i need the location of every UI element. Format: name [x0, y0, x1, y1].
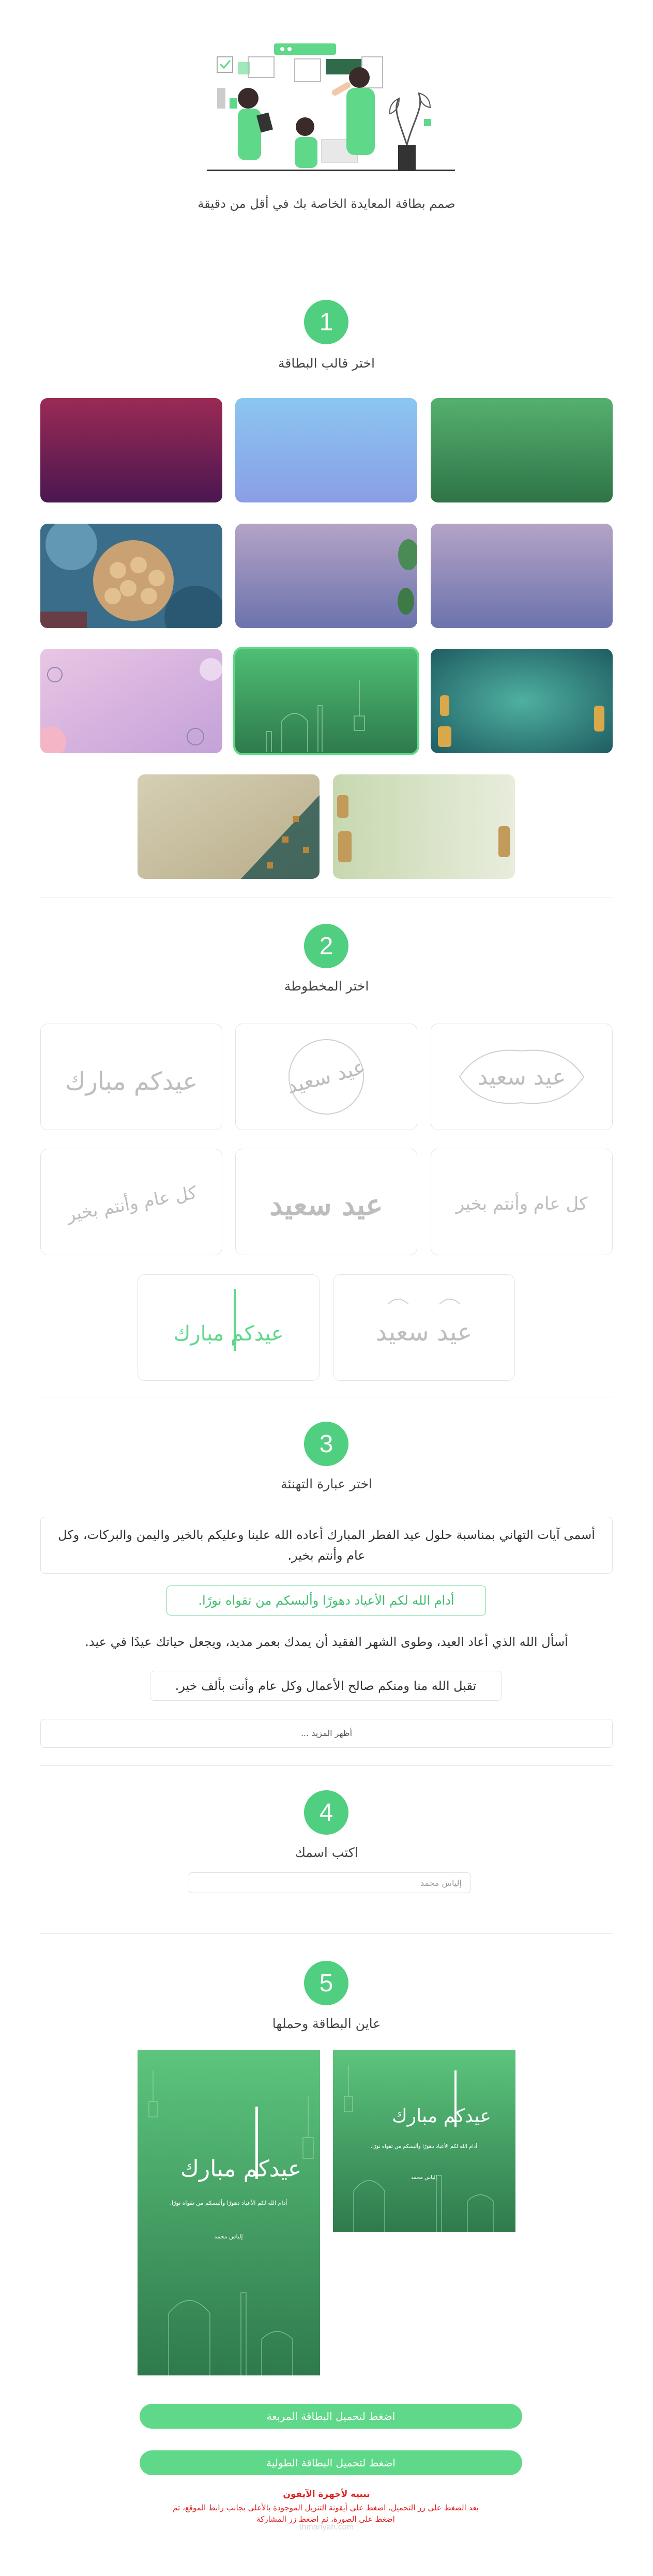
calligraphy-option-5[interactable]: [235, 1149, 417, 1255]
step-3-badge: 3: [304, 1422, 348, 1466]
greeting-option[interactable]: أسأل الله الذي أعاد العيد، وطوى الشهر الفقيد أن يمدك بعمر مديد، ويجعل حياتك عيدًا في عيد.: [40, 1628, 613, 1655]
calligraphy-option-7[interactable]: [333, 1274, 515, 1381]
kul-am-round-calligraphy-icon: [59, 1158, 204, 1246]
svg-text:عيد سعيد: عيد سعيد: [269, 1188, 383, 1222]
greeting-option[interactable]: تقبل الله منا ومنكم صالح الأعمال وكل عام وأنت بألف خير.: [150, 1671, 502, 1701]
calligraphy-option-2[interactable]: [235, 1024, 417, 1130]
eid-mubarak-green-calligraphy-icon: [156, 1284, 301, 1371]
step-2-title: اختر المخطوطة: [284, 979, 369, 994]
template-green[interactable]: [431, 398, 613, 502]
eidkum-mubarak-calligraphy-icon: [59, 1033, 204, 1121]
step-4-title: اكتب اسمك: [295, 1845, 358, 1860]
svg-text:إلياس محمد: إلياس محمد: [411, 2175, 437, 2181]
svg-text:عيد سعيد: عيد سعيد: [477, 1064, 566, 1090]
name-input[interactable]: [189, 1872, 470, 1893]
step-5-badge: 5: [304, 1961, 348, 2005]
eid-saeed-bold-calligraphy-icon: [254, 1158, 399, 1246]
greeting-option-selected[interactable]: أدام الله لكم الأعياد دهورًا وألبسكم من تقواه نورًا.: [166, 1586, 486, 1615]
template-teal-lanterns[interactable]: [431, 649, 613, 753]
kul-am-calligraphy-icon: [449, 1158, 594, 1246]
calligraphy-option-8[interactable]: [138, 1274, 320, 1381]
step-2-badge: 2: [304, 924, 348, 968]
template-lavender-lantern[interactable]: [235, 524, 417, 628]
template-sage-lanterns[interactable]: [333, 774, 515, 879]
svg-text:عيدكم مبارك: عيدكم مبارك: [173, 1322, 284, 1346]
template-beige-tiles[interactable]: [138, 774, 320, 879]
calligraphy-option-1[interactable]: [431, 1024, 613, 1130]
eid-saeed-calligraphy-icon: [449, 1033, 594, 1121]
template-pink[interactable]: [40, 649, 222, 753]
step-3-title: اختر عبارة التهنئة: [280, 1476, 372, 1491]
step-5-title: عاين البطاقة وحملها: [272, 2016, 381, 2031]
svg-text:عيدكم مبارك: عيدكم مبارك: [65, 1067, 198, 1096]
calligraphy-option-4[interactable]: [431, 1149, 613, 1255]
svg-text:عيدكم مبارك: عيدكم مبارك: [392, 2106, 491, 2127]
template-sky[interactable]: [235, 398, 417, 502]
hero-caption: صمم بطاقة المعايدة الخاصة بك في أقل من دقيقة: [198, 196, 455, 211]
calligraphy-option-6[interactable]: [40, 1149, 222, 1255]
tall-card-preview: [138, 2050, 320, 2375]
ios-notice-text: بعد الضغط على زر التحميل، اضغط على أيقونة التنزيل الموجودة بالأعلى بجانب رابط الموقع، ثم اضغط على الصورة، ثم اضغط زر المشاركة: [173, 2503, 479, 2524]
svg-text:أدام الله لكم الأعياد دهورًا و: أدام الله لكم الأعياد دهورًا وألبسكم من تقواه نورًا.: [170, 2200, 287, 2206]
svg-text:عيد سعيد: عيد سعيد: [375, 1318, 473, 1347]
section-divider: [40, 1765, 613, 1766]
svg-text:عيد سعيد: عيد سعيد: [284, 1055, 369, 1099]
step-4-badge: 4: [304, 1790, 348, 1835]
hero-illustration: [207, 36, 455, 191]
download-tall-button[interactable]: اضغط لتحميل البطاقة الطولية: [140, 2450, 522, 2475]
greeting-option[interactable]: أسمى آيات التهاني بمناسبة حلول عيد الفطر المبارك أعاده الله علينا وعليكم بالخير واليمن والبركات، وكل عام وأنتم بخير.: [40, 1517, 613, 1574]
eid-saeed-ornament-calligraphy-icon: [352, 1284, 496, 1371]
svg-text:إلياس محمد: إلياس محمد: [214, 2233, 243, 2240]
template-lavender[interactable]: [431, 524, 613, 628]
eid-saeed-ring-calligraphy-icon: [254, 1033, 399, 1121]
svg-text:أدام الله لكم الأعياد دهورًا و: أدام الله لكم الأعياد دهورًا وألبسكم من تقواه نورًا.: [370, 2144, 478, 2150]
svg-text:كل عام وأنتم بخير: كل عام وأنتم بخير: [65, 1182, 199, 1226]
template-green-mosque[interactable]: [235, 649, 417, 753]
site-watermark: thmanyah.com: [299, 2523, 354, 2532]
calligraphy-option-3[interactable]: [40, 1024, 222, 1130]
template-plum[interactable]: [40, 398, 222, 502]
download-square-button[interactable]: اضغط لتحميل البطاقة المربعة: [140, 2404, 522, 2429]
section-divider: [40, 1933, 613, 1934]
step-1-badge: 1: [304, 300, 348, 344]
show-more-button[interactable]: أظهر المزيد ...: [40, 1719, 613, 1748]
ios-notice-title: تنبيه لأجهزة الآيفون: [283, 2489, 370, 2499]
template-sweets[interactable]: [40, 524, 222, 628]
square-card-preview: [333, 2050, 515, 2232]
svg-text:عيدكم مبارك: عيدكم مبارك: [180, 2156, 302, 2182]
svg-text:كل عام وأنتم بخير: كل عام وأنتم بخير: [455, 1194, 588, 1214]
step-1-title: اختر قالب البطاقة: [278, 356, 375, 371]
